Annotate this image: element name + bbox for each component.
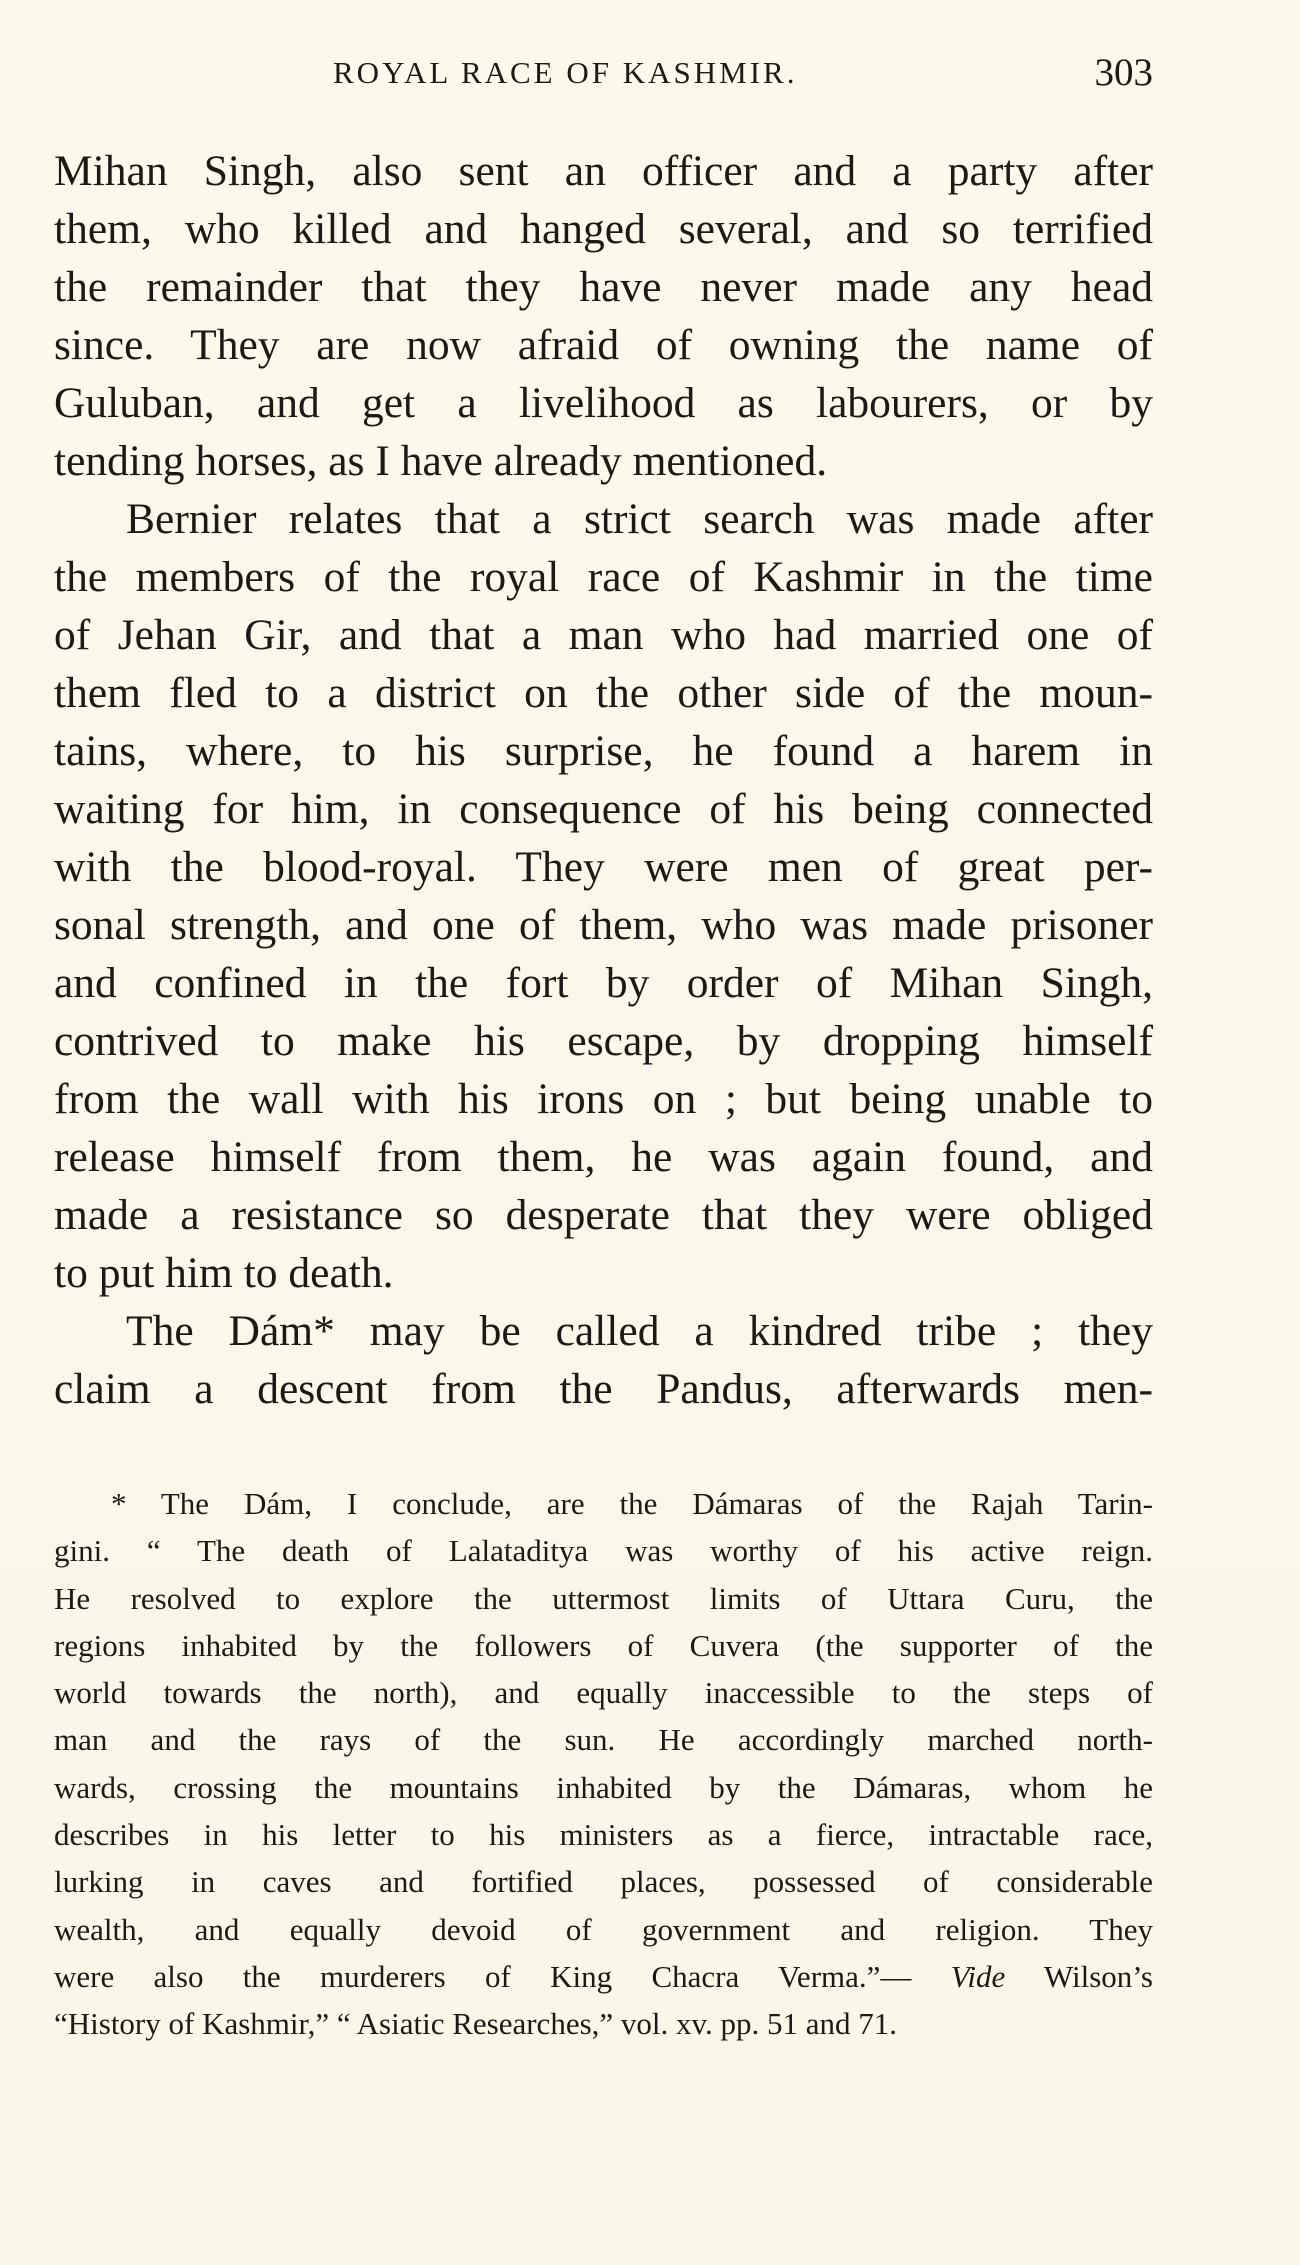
footnote-text: Wilson’s: [1005, 1958, 1153, 1994]
page-number: 303: [1094, 51, 1153, 94]
footnote-line: * The Dám, I conclude, are the Dámaras of the Rajah Tarin-: [111, 1486, 1153, 1521]
body-line: sonal strength, and one of them, who was made prisoner: [54, 901, 1153, 949]
footnote-line: gini. “ The death of Lalataditya was worthy of his active reign.: [54, 1533, 1153, 1569]
body-line: the members of the royal race of Kashmir in the time: [54, 553, 1153, 601]
footnote-line: wards, crossing the mountains inhabited by the Dámaras, whom he: [54, 1769, 1153, 1805]
body-line: and confined in the fort by order of Mihan Singh,: [54, 959, 1153, 1007]
body-line: Guluban, and get a livelihood as labourers, or by: [54, 379, 1153, 427]
page-header: [0, 48, 1300, 98]
body-line: waiting for him, in consequence of his being connected: [54, 785, 1153, 833]
body-line: Bernier relates that a strict search was made after: [126, 495, 1153, 543]
footnote-line: man and the rays of the sun. He accordingly marched north-: [54, 1722, 1153, 1758]
footnote-line: lurking in caves and fortified places, possessed of considerable: [54, 1864, 1153, 1900]
footnote-line: “History of Kashmir,” “ Asiatic Researches,” vol. xv. pp. 51 and 71.: [54, 2006, 898, 2042]
footnote-line: world towards the north), and equally inaccessible to the steps of: [54, 1675, 1153, 1711]
footnote-line: describes in his letter to his ministers as a fierce, intractable race,: [54, 1817, 1153, 1853]
body-line: claim a descent from the Pandus, afterwards men-: [54, 1365, 1153, 1413]
body-line: from the wall with his irons on ; but being unable to: [54, 1075, 1153, 1123]
body-line: contrived to make his escape, by dropping himself: [54, 1017, 1153, 1065]
body-line: with the blood-royal. They were men of great per-: [54, 843, 1153, 891]
body-line: tains, where, to his surprise, he found a harem in: [54, 727, 1153, 775]
footnote-line: [54, 1953, 1153, 2000]
body-line: release himself from them, he was again found, and: [54, 1133, 1153, 1181]
body-line: since. They are now afraid of owning the name of: [54, 321, 1153, 369]
footnote-line: regions inhabited by the followers of Cuvera (the supporter of the: [54, 1627, 1153, 1663]
body-line: them, who killed and hanged several, and so terrified: [54, 205, 1153, 253]
body-line: Mihan Singh, also sent an officer and a party after: [54, 147, 1153, 195]
body-line: made a resistance so desperate that they were obliged: [54, 1191, 1153, 1239]
body-line: to put him to death.: [54, 1249, 394, 1297]
body-text: [54, 142, 1153, 1418]
body-line: tending horses, as I have already mentioned.: [54, 437, 828, 485]
body-line: The Dám* may be called a kindred tribe ; they: [126, 1307, 1153, 1355]
footnote: [54, 1480, 1153, 2048]
body-line: the remainder that they have never made any head: [54, 263, 1153, 311]
body-line: them fled to a district on the other side of the moun-: [54, 669, 1153, 717]
running-head: ROYAL RACE OF KASHMIR.: [333, 55, 798, 90]
footnote-line: wealth, and equally devoid of government and religion. They: [54, 1911, 1153, 1947]
footnote-line: He resolved to explore the uttermost limits of Uttara Curu, the: [54, 1580, 1153, 1616]
body-line: of Jehan Gir, and that a man who had married one of: [54, 611, 1153, 659]
footnote-vide: Vide: [950, 1958, 1006, 1994]
footnote-text: were also the murderers of King Chacra Verma.”—: [54, 1958, 951, 1994]
